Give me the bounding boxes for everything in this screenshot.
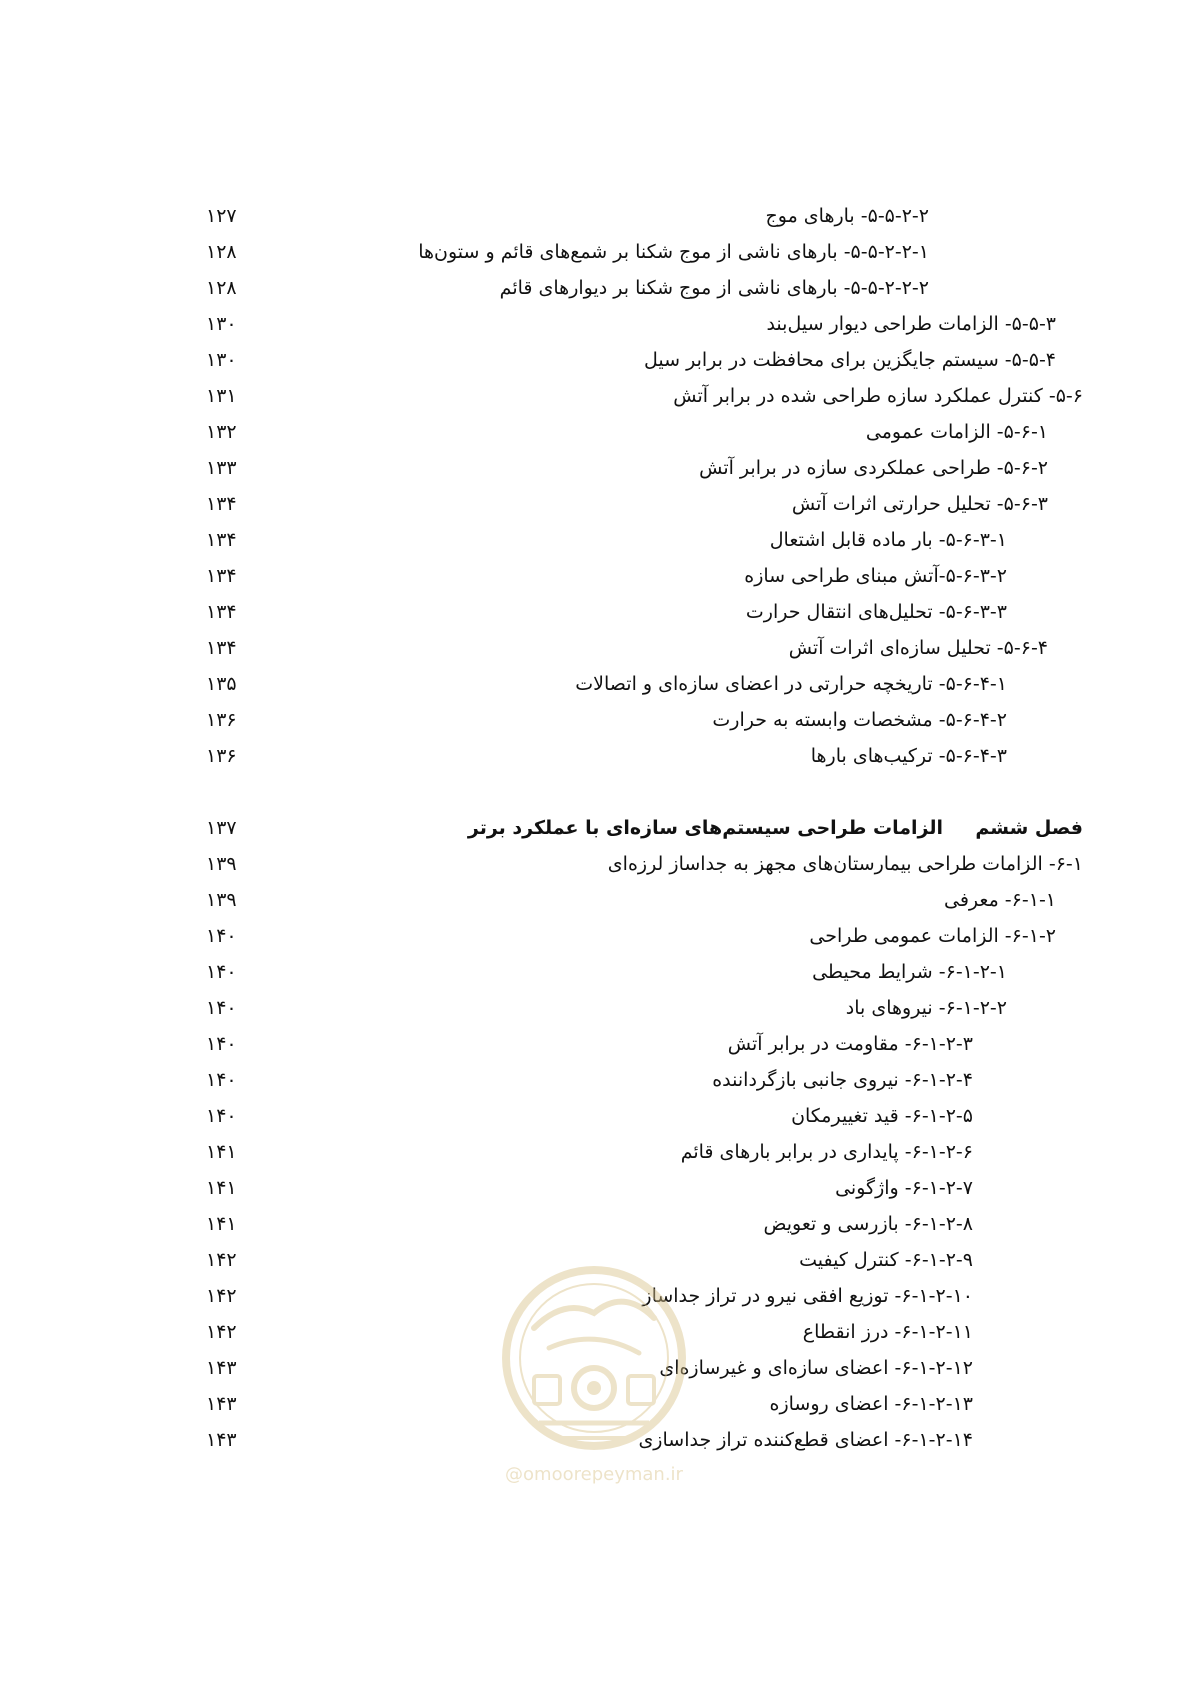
toc-entry-page: ۱۲۷ [206,205,237,227]
toc-entry-title: ۶-۱- الزامات طراحی بیمارستان‌های مجهز به جداساز لرزه‌ای [607,853,1083,875]
toc-entry-page: ۱۳۲ [206,421,237,443]
toc-entry[interactable] [0,953,1191,991]
toc-entry[interactable] [0,629,1191,667]
toc-entry-page: ۱۴۰ [206,961,237,983]
toc-entry[interactable] [0,449,1191,487]
toc-entry-page: ۱۴۰ [206,1033,237,1055]
toc-entry-title: ۶-۱-۲-۱۴- اعضای قطع‌کننده تراز جداسازی [638,1429,973,1451]
watermark-text: @omoorepeyman.ir [505,1464,683,1485]
toc-entry-page: ۱۴۰ [206,1105,237,1127]
toc-entry-title: ۵-۶-۳-۲-آتش مبنای طراحی سازه [744,565,1007,587]
toc-entry[interactable] [0,881,1191,919]
toc-entry-title: ۵-۶-۴-۱- تاریخچه حرارتی در اعضای سازه‌ای و اتصالات [575,673,1007,695]
toc-entry-page: ۱۳۵ [206,673,237,695]
toc-entry-page: ۱۴۲ [206,1285,237,1307]
toc-entry[interactable] [0,377,1191,415]
watermark-seal [494,1258,694,1508]
toc-entry-title: ۵-۵-۲-۲-۱- بارهای ناشی از موج شکنا بر شمع‌های قائم و ستون‌ها [418,241,929,263]
toc-entry-page: ۱۴۲ [206,1321,237,1343]
chapter-title: الزامات طراحی سیستم‌های سازه‌ای با عملکرد برتر [467,817,943,839]
toc-entry-page: ۱۴۱ [206,1141,237,1163]
toc-entry[interactable] [0,1169,1191,1207]
toc-entry[interactable] [0,845,1191,883]
toc-entry[interactable] [0,1061,1191,1099]
toc-entry-page: ۱۴۳ [206,1357,237,1379]
toc-entry[interactable] [0,521,1191,559]
toc-entry[interactable] [0,305,1191,343]
toc-entry-page: ۱۳۹ [206,889,237,911]
toc-entry-page: ۱۴۱ [206,1213,237,1235]
toc-entry[interactable] [0,341,1191,379]
toc-entry-title: ۵-۶-۳- تحلیل حرارتی اثرات آتش [791,493,1048,515]
toc-entry-title: ۵-۶-۲- طراحی عملکردی سازه در برابر آتش [699,457,1048,479]
toc-entry-page: ۱۴۳ [206,1393,237,1415]
toc-entry-page: ۱۴۰ [206,925,237,947]
chapter-page: ۱۳۷ [206,817,237,839]
toc-entry-title: ۵-۶-۴-۲- مشخصات وابسته به حرارت [712,709,1007,731]
toc-entry-title: ۵-۶-۳-۳- تحلیل‌های انتقال حرارت [745,601,1007,623]
toc-entry-title: ۶-۱-۲-۷- واژگونی [835,1177,973,1199]
toc-entry-page: ۱۳۳ [206,457,237,479]
toc-entry[interactable] [0,989,1191,1027]
toc-entry-page: ۱۴۰ [206,997,237,1019]
toc-entry-title: ۶-۱-۲- الزامات عمومی طراحی [809,925,1056,947]
toc-entry-title: ۶-۱-۲-۱- شرایط محیطی [812,961,1007,983]
toc-entry[interactable] [0,197,1191,235]
toc-entry-title: ۵-۶- کنترل عملکرد سازه طراحی شده در برابر آتش [673,385,1083,407]
toc-entry-title: ۵-۶-۴-۳- ترکیب‌های بارها [810,745,1007,767]
toc-entry-title: ۶-۱-۲-۲- نیروهای باد [845,997,1007,1019]
toc-entry-page: ۱۳۰ [206,313,237,335]
toc-entry-title: ۶-۱-۲-۱۰- توزیع افقی نیرو در تراز جداساز [642,1285,973,1307]
toc-entry-title: ۵-۵-۳- الزامات طراحی دیوار سیل‌بند [766,313,1056,335]
toc-entry-title: ۶-۱-۲-۶- پایداری در برابر بارهای قائم [680,1141,973,1163]
toc-entry[interactable] [0,665,1191,703]
toc-entry-title: ۵-۶-۳-۱- بار ماده قابل اشتعال [769,529,1007,551]
toc-entry-title: ۵-۵-۲-۲-۲- بارهای ناشی از موج شکنا بر دیوارهای قائم [499,277,929,299]
toc-entry-page: ۱۳۴ [206,529,237,551]
toc-entry-title: ۵-۶-۱- الزامات عمومی [865,421,1048,443]
toc-entry[interactable] [0,269,1191,307]
toc-entry[interactable] [0,1205,1191,1243]
toc-entry[interactable] [0,1133,1191,1171]
toc-entry-page: ۱۴۲ [206,1249,237,1271]
chapter-heading[interactable] [0,809,1191,847]
toc-entry-page: ۱۳۴ [206,493,237,515]
chapter-label: فصل ششم [975,817,1083,839]
toc-entry-title: ۶-۱-۱- معرفی [944,889,1056,911]
toc-entry-title: ۶-۱-۲-۵- قید تغییرمکان [791,1105,973,1127]
toc-entry-title: ۶-۱-۲-۱۱- درز انقطاع [802,1321,973,1343]
toc-entry-page: ۱۳۶ [206,709,237,731]
toc-entry-page: ۱۴۰ [206,1069,237,1091]
toc-entry[interactable] [0,413,1191,451]
toc-entry-title: ۶-۱-۲-۸- بازرسی و تعویض [763,1213,973,1235]
toc-entry-page: ۱۳۴ [206,565,237,587]
toc-entry-title: ۵-۵-۴- سیستم جایگزین برای محافظت در برابر سیل [644,349,1056,371]
toc-entry-page: ۱۳۴ [206,601,237,623]
toc-entry[interactable] [0,1097,1191,1135]
toc-entry-title: ۶-۱-۲-۱۳- اعضای روسازه [769,1393,973,1415]
toc-entry-page: ۱۴۳ [206,1429,237,1451]
toc-entry[interactable] [0,233,1191,271]
toc-entry-page: ۱۳۱ [206,385,237,407]
toc-entry-page: ۱۲۸ [206,241,237,263]
toc-entry-page: ۱۳۴ [206,637,237,659]
toc-entry-title: ۶-۱-۲-۳- مقاومت در برابر آتش [727,1033,973,1055]
toc-entry-title: ۵-۶-۴- تحلیل سازه‌ای اثرات آتش [788,637,1048,659]
toc-entry-page: ۱۲۸ [206,277,237,299]
toc-entry[interactable] [0,737,1191,775]
toc-entry-title: ۵-۵-۲-۲- بارهای موج [765,205,929,227]
toc-entry[interactable] [0,557,1191,595]
toc-entry-title: ۶-۱-۲-۱۲- اعضای سازه‌ای و غیرسازه‌ای [659,1357,973,1379]
toc-entry-page: ۱۳۹ [206,853,237,875]
toc-entry-title: ۶-۱-۲-۹- کنترل کیفیت [799,1249,973,1271]
toc-entry[interactable] [0,701,1191,739]
toc-entry[interactable] [0,593,1191,631]
toc-entry[interactable] [0,485,1191,523]
toc-entry-page: ۱۴۱ [206,1177,237,1199]
toc-entry[interactable] [0,1025,1191,1063]
toc-entry-page: ۱۳۶ [206,745,237,767]
toc-entry[interactable] [0,917,1191,955]
toc-entry-title: ۶-۱-۲-۴- نیروی جانبی بازگرداننده [712,1069,973,1091]
toc-entry-page: ۱۳۰ [206,349,237,371]
